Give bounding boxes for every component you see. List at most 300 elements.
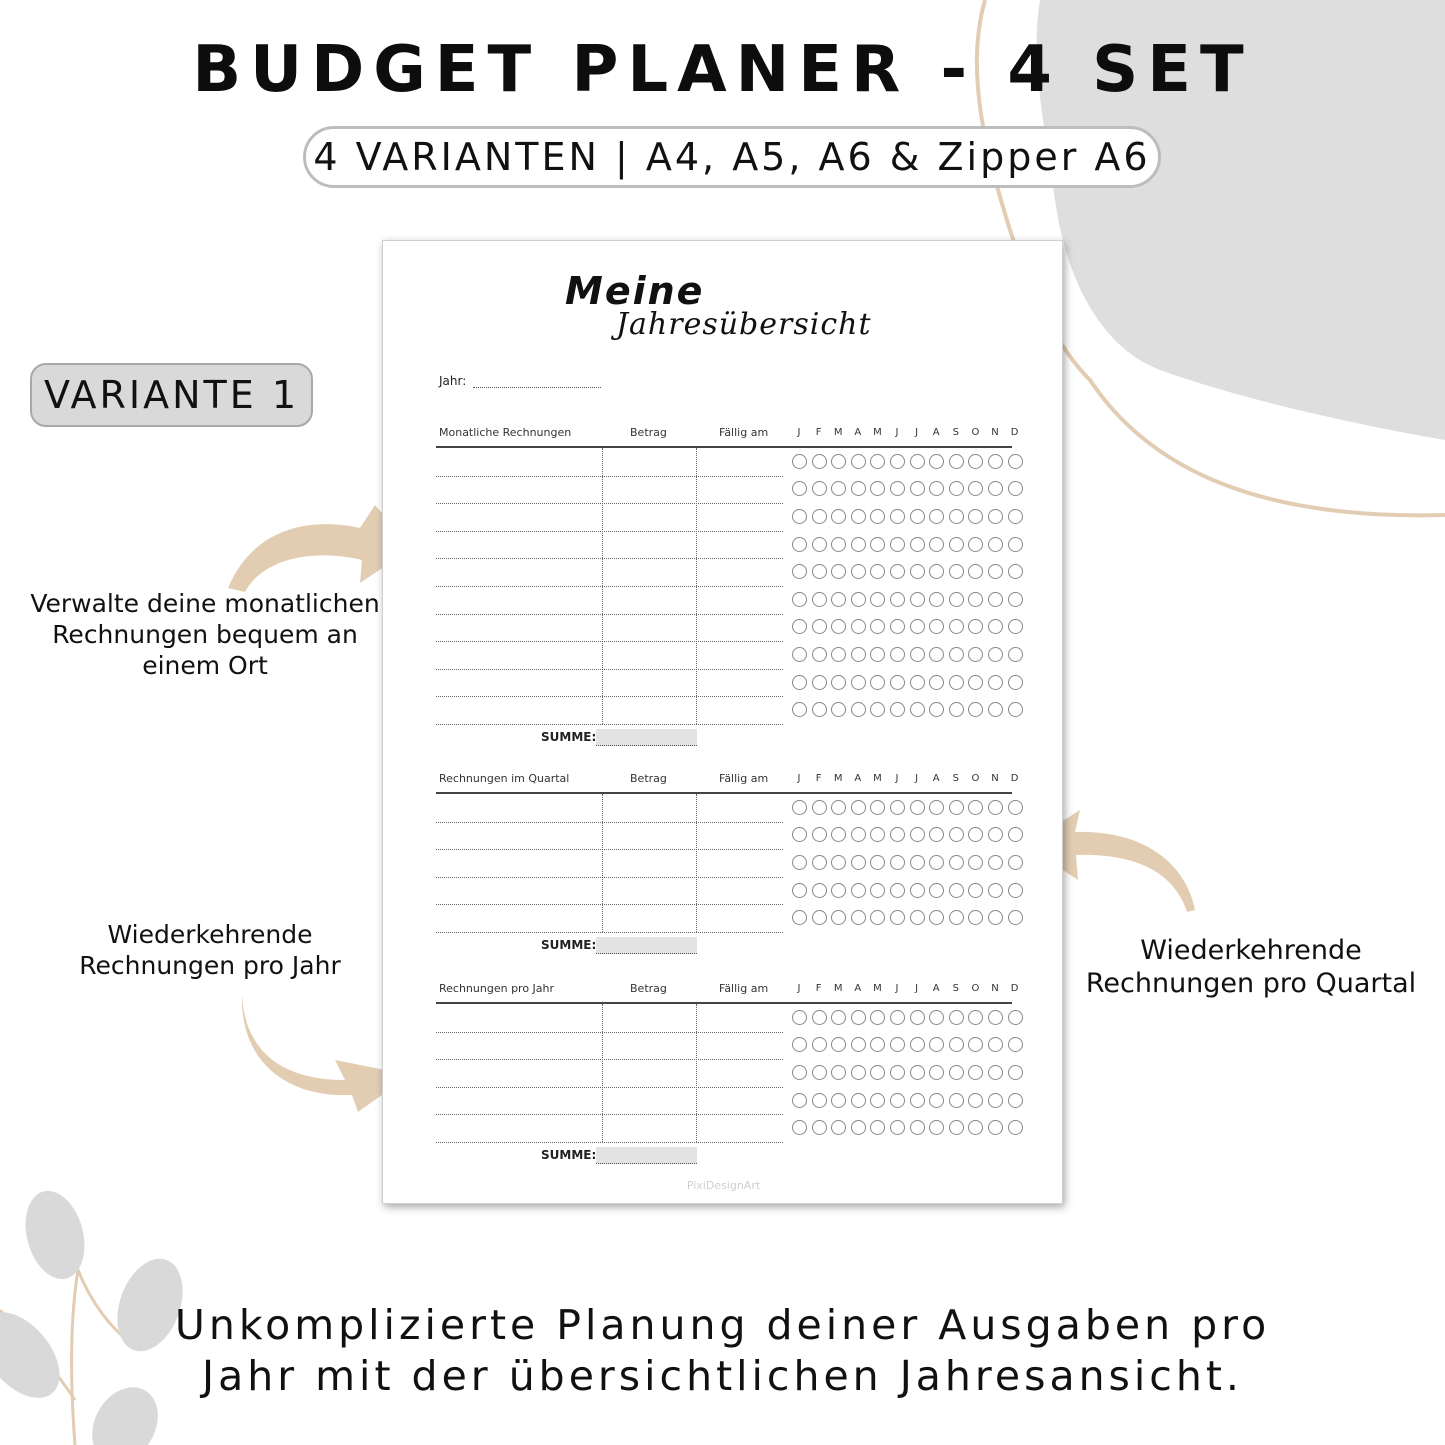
- month-checkbox-circle[interactable]: [988, 1120, 1003, 1135]
- month-checkbox-circle[interactable]: [831, 481, 846, 496]
- month-checkbox-circle[interactable]: [949, 564, 964, 579]
- month-checkbox-circle[interactable]: [792, 537, 807, 552]
- month-checkbox-circle[interactable]: [831, 592, 846, 607]
- bottom-caption: [0, 1300, 1445, 1402]
- month-header: A: [854, 983, 862, 994]
- month-checkbox-circle[interactable]: [968, 827, 983, 842]
- month-header: M: [873, 983, 882, 994]
- month-checkbox-circle[interactable]: [851, 675, 866, 690]
- sum-input-box[interactable]: [596, 937, 697, 954]
- month-checkbox-circle[interactable]: [812, 827, 827, 842]
- month-checkbox-circle[interactable]: [988, 827, 1003, 842]
- month-checkbox-circle[interactable]: [968, 537, 983, 552]
- month-checkbox-circle[interactable]: [1008, 647, 1023, 662]
- month-checkbox-circle[interactable]: [890, 827, 905, 842]
- month-checkbox-circle[interactable]: [870, 800, 885, 815]
- month-checkbox-circle[interactable]: [949, 855, 964, 870]
- month-checkbox-circle[interactable]: [890, 1120, 905, 1135]
- month-checkbox-circle[interactable]: [929, 1010, 944, 1025]
- month-checkbox-circle[interactable]: [988, 1037, 1003, 1052]
- month-checkbox-circle[interactable]: [988, 855, 1003, 870]
- month-checkbox-circle[interactable]: [968, 675, 983, 690]
- month-checkbox-circle[interactable]: [1008, 509, 1023, 524]
- month-checkbox-circle[interactable]: [1008, 537, 1023, 552]
- month-header: J: [895, 983, 899, 994]
- month-checkbox-circle[interactable]: [851, 800, 866, 815]
- month-checkbox-circle[interactable]: [949, 481, 964, 496]
- month-checkbox-circle[interactable]: [1008, 592, 1023, 607]
- month-checkbox-circle[interactable]: [831, 564, 846, 579]
- month-checkbox-circle[interactable]: [890, 910, 905, 925]
- month-checkbox-circle[interactable]: [988, 910, 1003, 925]
- month-checkbox-circle[interactable]: [812, 855, 827, 870]
- table-row[interactable]: [436, 1060, 783, 1088]
- month-checkbox-circle[interactable]: [831, 619, 846, 634]
- month-checkbox-circle[interactable]: [910, 1010, 925, 1025]
- month-checkbox-circle[interactable]: [1008, 675, 1023, 690]
- month-checkbox-circle[interactable]: [929, 481, 944, 496]
- month-checkbox-circle[interactable]: [929, 564, 944, 579]
- month-checkbox-circle[interactable]: [968, 564, 983, 579]
- month-checkbox-circle[interactable]: [929, 1065, 944, 1080]
- month-checkbox-circle[interactable]: [812, 1065, 827, 1080]
- month-checkbox-circle[interactable]: [929, 800, 944, 815]
- month-checkbox-circle[interactable]: [831, 454, 846, 469]
- month-checkbox-circle[interactable]: [968, 1037, 983, 1052]
- month-checkbox-circle[interactable]: [812, 619, 827, 634]
- month-checkbox-circle[interactable]: [831, 1037, 846, 1052]
- month-checkbox-circle[interactable]: [1008, 1037, 1023, 1052]
- month-checkbox-circle[interactable]: [831, 702, 846, 717]
- month-checkbox-circle[interactable]: [831, 1093, 846, 1108]
- variant-badge: VARIANTE 1: [30, 363, 313, 427]
- month-checkbox-circle[interactable]: [851, 592, 866, 607]
- month-checkbox-circle[interactable]: [890, 1010, 905, 1025]
- month-checkbox-circle[interactable]: [910, 454, 925, 469]
- month-checkbox-circle[interactable]: [988, 647, 1003, 662]
- month-checkbox-circle[interactable]: [870, 592, 885, 607]
- month-header: M: [833, 773, 843, 784]
- planner-sheet: [382, 240, 1063, 1204]
- month-checkbox-circle[interactable]: [831, 1010, 846, 1025]
- table-row[interactable]: [436, 795, 783, 823]
- month-checkbox-circle[interactable]: [949, 1010, 964, 1025]
- month-checkbox-circle[interactable]: [910, 827, 925, 842]
- month-checkbox-circle[interactable]: [910, 855, 925, 870]
- month-checkbox-circle[interactable]: [968, 800, 983, 815]
- month-checkbox-circle[interactable]: [988, 481, 1003, 496]
- table-row[interactable]: [436, 670, 783, 698]
- month-checkbox-circle[interactable]: [831, 855, 846, 870]
- callout-line: Verwalte deine monatlichen: [30, 589, 380, 618]
- sum-input-box[interactable]: [596, 1147, 697, 1164]
- month-checkbox-circle[interactable]: [792, 800, 807, 815]
- month-checkbox-circle[interactable]: [949, 883, 964, 898]
- table-row[interactable]: [436, 1115, 783, 1143]
- month-checkbox-circle[interactable]: [929, 827, 944, 842]
- month-checkbox-circle[interactable]: [968, 883, 983, 898]
- month-checkbox-circle[interactable]: [949, 647, 964, 662]
- month-checkbox-circle[interactable]: [812, 564, 827, 579]
- month-checkbox-circle[interactable]: [929, 537, 944, 552]
- month-header: M: [873, 427, 882, 438]
- month-checkbox-circle[interactable]: [870, 883, 885, 898]
- month-checkbox-circle[interactable]: [870, 564, 885, 579]
- month-checkbox-circle[interactable]: [851, 1065, 866, 1080]
- month-checkbox-circle[interactable]: [851, 910, 866, 925]
- month-checkbox-circle[interactable]: [792, 1010, 807, 1025]
- month-checkbox-circle[interactable]: [988, 675, 1003, 690]
- table-row[interactable]: [436, 1033, 783, 1061]
- month-checkbox-circle[interactable]: [851, 647, 866, 662]
- month-checkbox-circle[interactable]: [929, 1120, 944, 1135]
- month-checkbox-circle[interactable]: [1008, 481, 1023, 496]
- month-checkbox-circle[interactable]: [1008, 883, 1023, 898]
- month-checkbox-circle[interactable]: [890, 1093, 905, 1108]
- month-checkbox-circle[interactable]: [851, 509, 866, 524]
- section-header-rule: [436, 792, 1012, 794]
- amount-column-header: Betrag: [630, 772, 667, 785]
- table-row[interactable]: [436, 1005, 783, 1033]
- month-checkbox-circle[interactable]: [890, 454, 905, 469]
- month-checkbox-circle[interactable]: [1008, 619, 1023, 634]
- month-checkbox-circle[interactable]: [851, 883, 866, 898]
- month-checkbox-circle[interactable]: [1008, 564, 1023, 579]
- month-checkbox-circle[interactable]: [870, 827, 885, 842]
- month-header: A: [854, 773, 862, 784]
- month-checkbox-circle[interactable]: [792, 1037, 807, 1052]
- month-checkbox-circle[interactable]: [910, 481, 925, 496]
- month-header: J: [915, 983, 919, 994]
- month-checkbox-circle[interactable]: [988, 1010, 1003, 1025]
- table-row[interactable]: [436, 697, 783, 725]
- month-checkbox-circle[interactable]: [831, 537, 846, 552]
- month-checkbox-circle[interactable]: [949, 509, 964, 524]
- table-row[interactable]: [436, 878, 783, 906]
- month-checkbox-circle[interactable]: [870, 702, 885, 717]
- month-checkbox-circle[interactable]: [1008, 800, 1023, 815]
- month-checkbox-circle[interactable]: [910, 1120, 925, 1135]
- month-checkbox-circle[interactable]: [890, 702, 905, 717]
- month-checkbox-circle[interactable]: [831, 1065, 846, 1080]
- month-checkbox-circle[interactable]: [870, 647, 885, 662]
- month-checkbox-circle[interactable]: [870, 481, 885, 496]
- month-checkbox-circle[interactable]: [792, 910, 807, 925]
- month-checkbox-circle[interactable]: [812, 509, 827, 524]
- month-checkbox-circle[interactable]: [988, 800, 1003, 815]
- month-checkbox-circle[interactable]: [1008, 855, 1023, 870]
- month-header: J: [915, 773, 919, 784]
- month-checkbox-circle[interactable]: [792, 509, 807, 524]
- month-checkbox-circle[interactable]: [870, 454, 885, 469]
- month-header: N: [991, 427, 999, 438]
- month-checkbox-circle[interactable]: [968, 1010, 983, 1025]
- month-checkbox-circle[interactable]: [870, 1065, 885, 1080]
- month-checkbox-circle[interactable]: [812, 675, 827, 690]
- month-checkbox-circle[interactable]: [949, 675, 964, 690]
- month-checkbox-circle[interactable]: [792, 1120, 807, 1135]
- table-row[interactable]: [436, 905, 783, 933]
- month-checkbox-circle[interactable]: [851, 827, 866, 842]
- month-checkbox-circle[interactable]: [988, 592, 1003, 607]
- month-checkbox-circle[interactable]: [910, 592, 925, 607]
- month-checkbox-circle[interactable]: [929, 675, 944, 690]
- month-checkbox-circle[interactable]: [968, 1093, 983, 1108]
- month-checkbox-circle[interactable]: [831, 910, 846, 925]
- month-checkbox-circle[interactable]: [870, 1037, 885, 1052]
- month-header: M: [833, 983, 843, 994]
- month-checkbox-circle[interactable]: [870, 910, 885, 925]
- month-checkbox-circle[interactable]: [968, 592, 983, 607]
- month-checkbox-circle[interactable]: [890, 481, 905, 496]
- month-header: O: [971, 773, 980, 784]
- month-checkbox-circle[interactable]: [831, 647, 846, 662]
- month-checkbox-circle[interactable]: [851, 855, 866, 870]
- month-checkbox-circle[interactable]: [910, 564, 925, 579]
- table-row[interactable]: [436, 615, 783, 643]
- month-checkbox-circle[interactable]: [988, 619, 1003, 634]
- month-checkbox-circle[interactable]: [929, 454, 944, 469]
- month-checkbox-circle[interactable]: [949, 1120, 964, 1135]
- month-checkbox-circle[interactable]: [968, 509, 983, 524]
- month-checkbox-circle[interactable]: [968, 647, 983, 662]
- month-checkbox-circle[interactable]: [890, 592, 905, 607]
- month-checkbox-circle[interactable]: [851, 564, 866, 579]
- month-checkbox-circle[interactable]: [812, 592, 827, 607]
- month-checkbox-circle[interactable]: [870, 619, 885, 634]
- month-checkbox-circle[interactable]: [910, 675, 925, 690]
- month-checkbox-circle[interactable]: [831, 800, 846, 815]
- month-checkbox-circle[interactable]: [792, 619, 807, 634]
- table-row[interactable]: [436, 449, 783, 477]
- month-checkbox-circle[interactable]: [851, 619, 866, 634]
- table-row[interactable]: [436, 559, 783, 587]
- month-header: J: [895, 773, 899, 784]
- month-header: M: [873, 773, 882, 784]
- month-checkbox-circle[interactable]: [792, 1065, 807, 1080]
- table-row[interactable]: [436, 850, 783, 878]
- month-checkbox-circle[interactable]: [1008, 1093, 1023, 1108]
- month-checkbox-circle[interactable]: [949, 537, 964, 552]
- month-checkbox-circle[interactable]: [910, 702, 925, 717]
- month-checkbox-circle[interactable]: [831, 675, 846, 690]
- year-input-line[interactable]: [473, 387, 601, 388]
- month-checkbox-circle[interactable]: [890, 883, 905, 898]
- month-checkbox-circle[interactable]: [988, 564, 1003, 579]
- month-checkbox-circle[interactable]: [870, 1010, 885, 1025]
- month-checkbox-circle[interactable]: [870, 1093, 885, 1108]
- month-checkbox-circle[interactable]: [831, 1120, 846, 1135]
- month-checkbox-circle[interactable]: [929, 883, 944, 898]
- month-checkbox-circle[interactable]: [851, 1037, 866, 1052]
- table-row[interactable]: [436, 1088, 783, 1116]
- month-checkbox-circle[interactable]: [792, 702, 807, 717]
- month-checkbox-circle[interactable]: [968, 1065, 983, 1080]
- month-checkbox-circle[interactable]: [949, 1065, 964, 1080]
- month-checkbox-circle[interactable]: [910, 1065, 925, 1080]
- month-checkbox-circle[interactable]: [1008, 702, 1023, 717]
- month-header: M: [833, 427, 843, 438]
- month-checkbox-circle[interactable]: [812, 800, 827, 815]
- month-checkbox-circle[interactable]: [910, 910, 925, 925]
- month-checkbox-circle[interactable]: [968, 619, 983, 634]
- month-checkbox-circle[interactable]: [851, 537, 866, 552]
- section-header-rule: [436, 1002, 1012, 1004]
- month-checkbox-circle[interactable]: [968, 454, 983, 469]
- month-checkbox-circle[interactable]: [1008, 454, 1023, 469]
- month-checkbox-circle[interactable]: [910, 883, 925, 898]
- month-checkbox-circle[interactable]: [910, 537, 925, 552]
- month-checkbox-circle[interactable]: [929, 592, 944, 607]
- table-row[interactable]: [436, 823, 783, 851]
- month-checkbox-circle[interactable]: [812, 1120, 827, 1135]
- month-checkbox-circle[interactable]: [812, 1010, 827, 1025]
- month-checkbox-circle[interactable]: [812, 537, 827, 552]
- month-checkbox-circle[interactable]: [988, 1093, 1003, 1108]
- table-row[interactable]: [436, 587, 783, 615]
- month-checkbox-circle[interactable]: [890, 1065, 905, 1080]
- month-checkbox-circle[interactable]: [851, 1093, 866, 1108]
- month-checkbox-circle[interactable]: [929, 910, 944, 925]
- month-checkbox-circle[interactable]: [851, 481, 866, 496]
- month-checkbox-circle[interactable]: [890, 675, 905, 690]
- month-checkbox-circle[interactable]: [812, 454, 827, 469]
- month-checkbox-circle[interactable]: [949, 1037, 964, 1052]
- month-checkbox-circle[interactable]: [890, 855, 905, 870]
- month-checkbox-circle[interactable]: [949, 800, 964, 815]
- month-header: S: [952, 773, 959, 784]
- month-checkbox-circle[interactable]: [949, 619, 964, 634]
- month-header: J: [797, 427, 801, 438]
- month-checkbox-circle[interactable]: [968, 481, 983, 496]
- month-checkbox-circle[interactable]: [968, 855, 983, 870]
- month-checkbox-circle[interactable]: [968, 702, 983, 717]
- month-checkbox-circle[interactable]: [988, 1065, 1003, 1080]
- sheet-script-title: Jahresübersicht: [616, 307, 872, 342]
- due-column-header: Fällig am: [719, 982, 769, 995]
- table-row[interactable]: [436, 532, 783, 560]
- month-checkbox-circle[interactable]: [792, 883, 807, 898]
- month-checkbox-circle[interactable]: [1008, 1120, 1023, 1135]
- table-row[interactable]: [436, 642, 783, 670]
- month-checkbox-circle[interactable]: [890, 647, 905, 662]
- month-checkbox-circle[interactable]: [851, 1120, 866, 1135]
- due-column-header: Fällig am: [719, 426, 769, 439]
- table-row[interactable]: [436, 477, 783, 505]
- month-checkbox-circle[interactable]: [831, 509, 846, 524]
- month-checkbox-circle[interactable]: [812, 647, 827, 662]
- month-checkbox-circle[interactable]: [949, 454, 964, 469]
- month-header: O: [971, 427, 980, 438]
- month-checkbox-circle[interactable]: [1008, 910, 1023, 925]
- month-checkbox-circle[interactable]: [831, 827, 846, 842]
- month-checkbox-circle[interactable]: [812, 1093, 827, 1108]
- month-checkbox-circle[interactable]: [890, 564, 905, 579]
- month-checkbox-circle[interactable]: [890, 509, 905, 524]
- month-checkbox-circle[interactable]: [870, 675, 885, 690]
- month-checkbox-circle[interactable]: [929, 619, 944, 634]
- month-checkbox-circle[interactable]: [792, 647, 807, 662]
- callout-line: einem Ort: [142, 651, 268, 680]
- month-checkbox-circle[interactable]: [831, 883, 846, 898]
- callout-line: Rechnungen pro Quartal: [1085, 968, 1417, 999]
- month-checkbox-circle[interactable]: [1008, 827, 1023, 842]
- month-checkbox-circle[interactable]: [812, 910, 827, 925]
- month-checkbox-circle[interactable]: [988, 537, 1003, 552]
- month-checkbox-circle[interactable]: [792, 481, 807, 496]
- year-label: Jahr:: [439, 374, 467, 388]
- month-checkbox-circle[interactable]: [949, 910, 964, 925]
- month-checkbox-circle[interactable]: [949, 827, 964, 842]
- month-checkbox-circle[interactable]: [910, 509, 925, 524]
- month-checkbox-circle[interactable]: [929, 1093, 944, 1108]
- month-checkbox-circle[interactable]: [812, 1037, 827, 1052]
- month-checkbox-circle[interactable]: [910, 1093, 925, 1108]
- month-checkbox-circle[interactable]: [792, 827, 807, 842]
- month-checkbox-circle[interactable]: [910, 800, 925, 815]
- month-checkbox-circle[interactable]: [812, 481, 827, 496]
- sum-input-box[interactable]: [596, 729, 697, 746]
- month-checkbox-circle[interactable]: [812, 702, 827, 717]
- month-checkbox-circle[interactable]: [929, 1037, 944, 1052]
- month-header: N: [991, 983, 999, 994]
- month-checkbox-circle[interactable]: [949, 592, 964, 607]
- callout-monthly: [20, 588, 390, 681]
- month-checkbox-circle[interactable]: [792, 675, 807, 690]
- month-checkbox-circle[interactable]: [988, 702, 1003, 717]
- table-row[interactable]: [436, 504, 783, 532]
- month-checkbox-circle[interactable]: [988, 454, 1003, 469]
- month-checkbox-circle[interactable]: [1008, 1010, 1023, 1025]
- month-checkbox-circle[interactable]: [870, 1120, 885, 1135]
- month-checkbox-circle[interactable]: [792, 564, 807, 579]
- month-checkbox-circle[interactable]: [929, 647, 944, 662]
- section-header-rule: [436, 446, 1012, 448]
- month-checkbox-circle[interactable]: [890, 619, 905, 634]
- month-checkbox-circle[interactable]: [988, 883, 1003, 898]
- month-checkbox-circle[interactable]: [870, 509, 885, 524]
- month-checkbox-circle[interactable]: [792, 855, 807, 870]
- month-checkbox-circle[interactable]: [910, 647, 925, 662]
- month-checkbox-circle[interactable]: [792, 1093, 807, 1108]
- watermark: PixiDesignArt: [686, 1179, 761, 1192]
- month-checkbox-circle[interactable]: [968, 910, 983, 925]
- month-checkbox-circle[interactable]: [890, 537, 905, 552]
- month-checkbox-circle[interactable]: [890, 800, 905, 815]
- month-checkbox-circle[interactable]: [929, 509, 944, 524]
- month-checkbox-circle[interactable]: [851, 454, 866, 469]
- month-checkbox-circle[interactable]: [792, 454, 807, 469]
- month-checkbox-circle[interactable]: [968, 1120, 983, 1135]
- month-checkbox-circle[interactable]: [851, 702, 866, 717]
- month-checkbox-circle[interactable]: [792, 592, 807, 607]
- callout-line: Wiederkehrende: [1140, 935, 1362, 966]
- month-checkbox-circle[interactable]: [812, 883, 827, 898]
- sheet-title: Meine: [565, 269, 705, 313]
- month-checkbox-circle[interactable]: [870, 537, 885, 552]
- month-checkbox-circle[interactable]: [1008, 1065, 1023, 1080]
- month-checkbox-circle[interactable]: [910, 619, 925, 634]
- month-checkbox-circle[interactable]: [910, 1037, 925, 1052]
- month-checkbox-circle[interactable]: [890, 1037, 905, 1052]
- month-checkbox-circle[interactable]: [870, 855, 885, 870]
- month-checkbox-circle[interactable]: [949, 1093, 964, 1108]
- month-checkbox-circle[interactable]: [851, 1010, 866, 1025]
- month-checkbox-circle[interactable]: [929, 702, 944, 717]
- month-checkbox-circle[interactable]: [988, 509, 1003, 524]
- month-checkbox-circle[interactable]: [929, 855, 944, 870]
- month-checkbox-circle[interactable]: [949, 702, 964, 717]
